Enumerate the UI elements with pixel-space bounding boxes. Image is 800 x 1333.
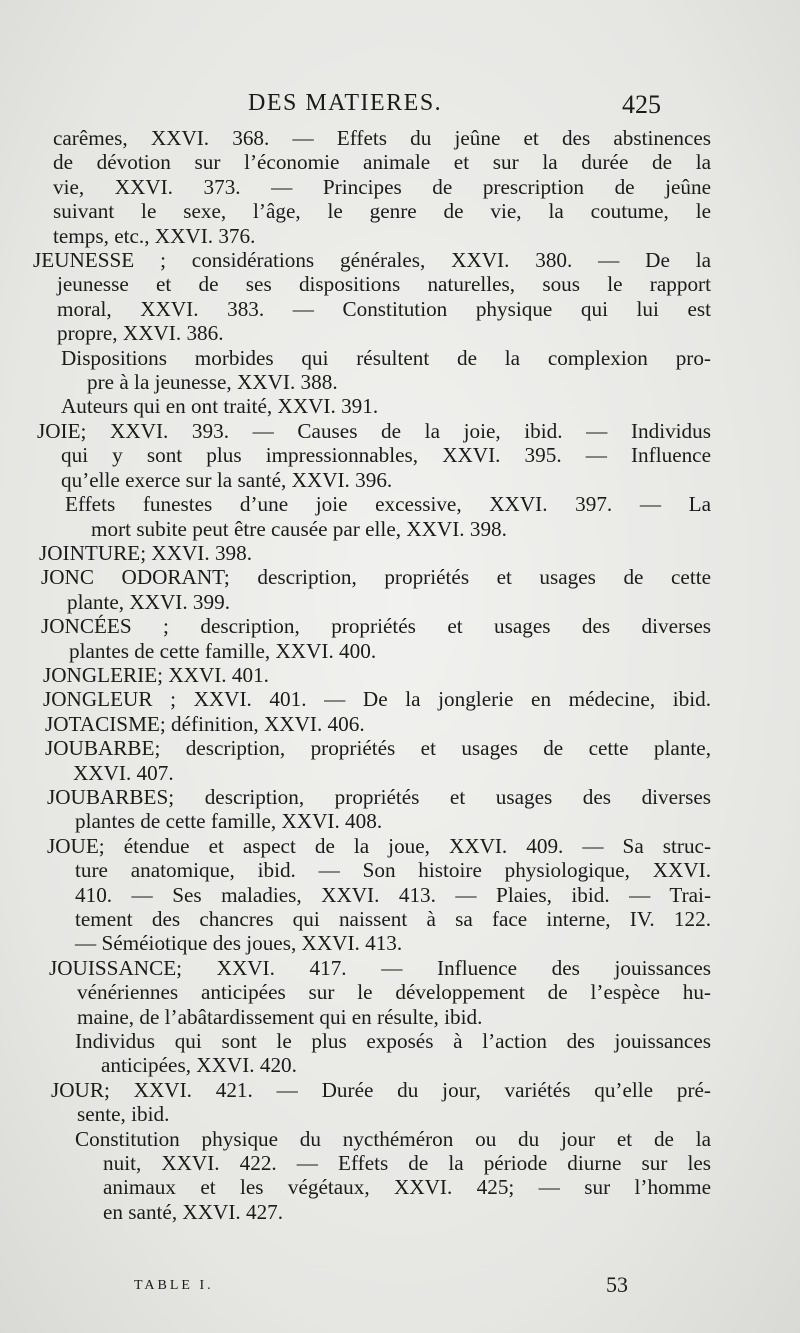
index-line: JOIE; XXVI. 393. — Causes de la joie, ibid. — Individus bbox=[37, 418, 711, 443]
page-footer bbox=[0, 1272, 800, 1302]
index-line: plante, XXVI. 399. bbox=[67, 589, 230, 614]
index-text bbox=[33, 126, 711, 1224]
index-line: JOINTURE; XXVI. 398. bbox=[39, 540, 253, 565]
index-line: Dispositions morbides qui résultent de la complexion pro- bbox=[61, 345, 711, 370]
index-line: en santé, XXVI. 427. bbox=[103, 1199, 284, 1224]
index-line: qui y sont plus impressionnables, XXVI. 395. — Influence bbox=[61, 443, 711, 468]
index-line: propre, XXVI. 386. bbox=[57, 321, 224, 346]
index-line: de dévotion sur l’économie animale et sur la durée de la bbox=[53, 150, 711, 175]
index-line: carêmes, XXVI. 368. — Effets du jeûne et des abstinences bbox=[53, 126, 711, 150]
index-line: ture anatomique, ibid. — Son histoire physiologique, XXVI. bbox=[75, 858, 711, 883]
index-line: vénériennes anticipées sur le développement de l’espèce hu- bbox=[77, 980, 711, 1005]
running-head: DES MATIERES. bbox=[248, 90, 443, 116]
index-line: JOUR; XXVI. 421. — Durée du jour, variétés qu’elle pré- bbox=[51, 1077, 711, 1102]
index-line: anticipées, XXVI. 420. bbox=[101, 1053, 297, 1078]
index-line: JOUE; étendue et aspect de la joue, XXVI. 409. — Sa struc- bbox=[47, 833, 711, 858]
index-line: Constitution physique du nycthéméron ou du jour et de la bbox=[75, 1126, 711, 1151]
index-line: JONGLERIE; XXVI. 401. bbox=[43, 662, 269, 687]
index-line: mort subite peut être causée par elle, XXVI. 398. bbox=[91, 516, 507, 541]
index-line: jeunesse et de ses dispositions naturelles, sous le rapport bbox=[57, 272, 711, 297]
index-line: pre à la jeunesse, XXVI. 388. bbox=[87, 370, 338, 395]
index-line: plantes de cette famille, XXVI. 400. bbox=[69, 638, 377, 663]
index-line: Individus qui sont le plus exposés à l’action des jouissances bbox=[75, 1029, 711, 1054]
index-line: sente, ibid. bbox=[77, 1102, 170, 1127]
index-line: JOUISSANCE; XXVI. 417. — Influence des jouissances bbox=[49, 955, 711, 980]
index-line: temps, etc., XXVI. 376. bbox=[53, 223, 256, 248]
index-line: suivant le sexe, l’âge, le genre de vie, la coutume, le bbox=[53, 199, 711, 224]
index-line: plantes de cette famille, XXVI. 408. bbox=[75, 809, 383, 834]
index-line: animaux et les végétaux, XXVI. 425; — sur l’homme bbox=[103, 1175, 711, 1200]
index-line: qu’elle exerce sur la santé, XXVI. 396. bbox=[61, 467, 393, 492]
index-line: moral, XXVI. 383. — Constitution physique qui lui est bbox=[57, 296, 711, 321]
index-line: Auteurs qui en ont traité, XXVI. 391. bbox=[61, 394, 379, 419]
index-line: JONCÉES ; description, propriétés et usages des diverses bbox=[41, 614, 711, 639]
index-line: JONGLEUR ; XXVI. 401. — De la jonglerie en médecine, ibid. bbox=[43, 687, 711, 712]
index-line: JOTACISME; définition, XXVI. 406. bbox=[45, 711, 365, 736]
index-line: XXVI. 407. bbox=[73, 760, 174, 785]
sheet-number: 53 bbox=[606, 1272, 628, 1297]
index-line: JOUBARBES; description, propriétés et usages des diverses bbox=[47, 784, 711, 809]
index-line: JONC ODORANT; description, propriétés et usages de cette bbox=[41, 565, 711, 590]
index-line: JEUNESSE ; considérations générales, XXVI. 380. — De la bbox=[33, 248, 711, 273]
index-line: vie, XXVI. 373. — Principes de prescription de jeûne bbox=[53, 174, 711, 199]
page-header bbox=[0, 90, 800, 126]
index-line: nuit, XXVI. 422. — Effets de la période diurne sur les bbox=[103, 1151, 711, 1176]
page-number: 425 bbox=[622, 90, 661, 119]
index-line: maine, de l’abâtardissement qui en résulte, ibid. bbox=[77, 1004, 483, 1029]
index-line: tement des chancres qui naissent à sa face interne, IV. 122. bbox=[75, 907, 711, 931]
index-line: 410. — Ses maladies, XXVI. 413. — Plaies, ibid. — Trai- bbox=[75, 882, 711, 907]
signature-mark: TABLE I. bbox=[134, 1278, 214, 1293]
index-line: Effets funestes d’une joie excessive, XXVI. 397. — La bbox=[65, 492, 711, 517]
index-line: JOUBARBE; description, propriétés et usages de cette plante, bbox=[45, 736, 711, 761]
index-line: — Séméiotique des joues, XXVI. 413. bbox=[75, 931, 403, 956]
